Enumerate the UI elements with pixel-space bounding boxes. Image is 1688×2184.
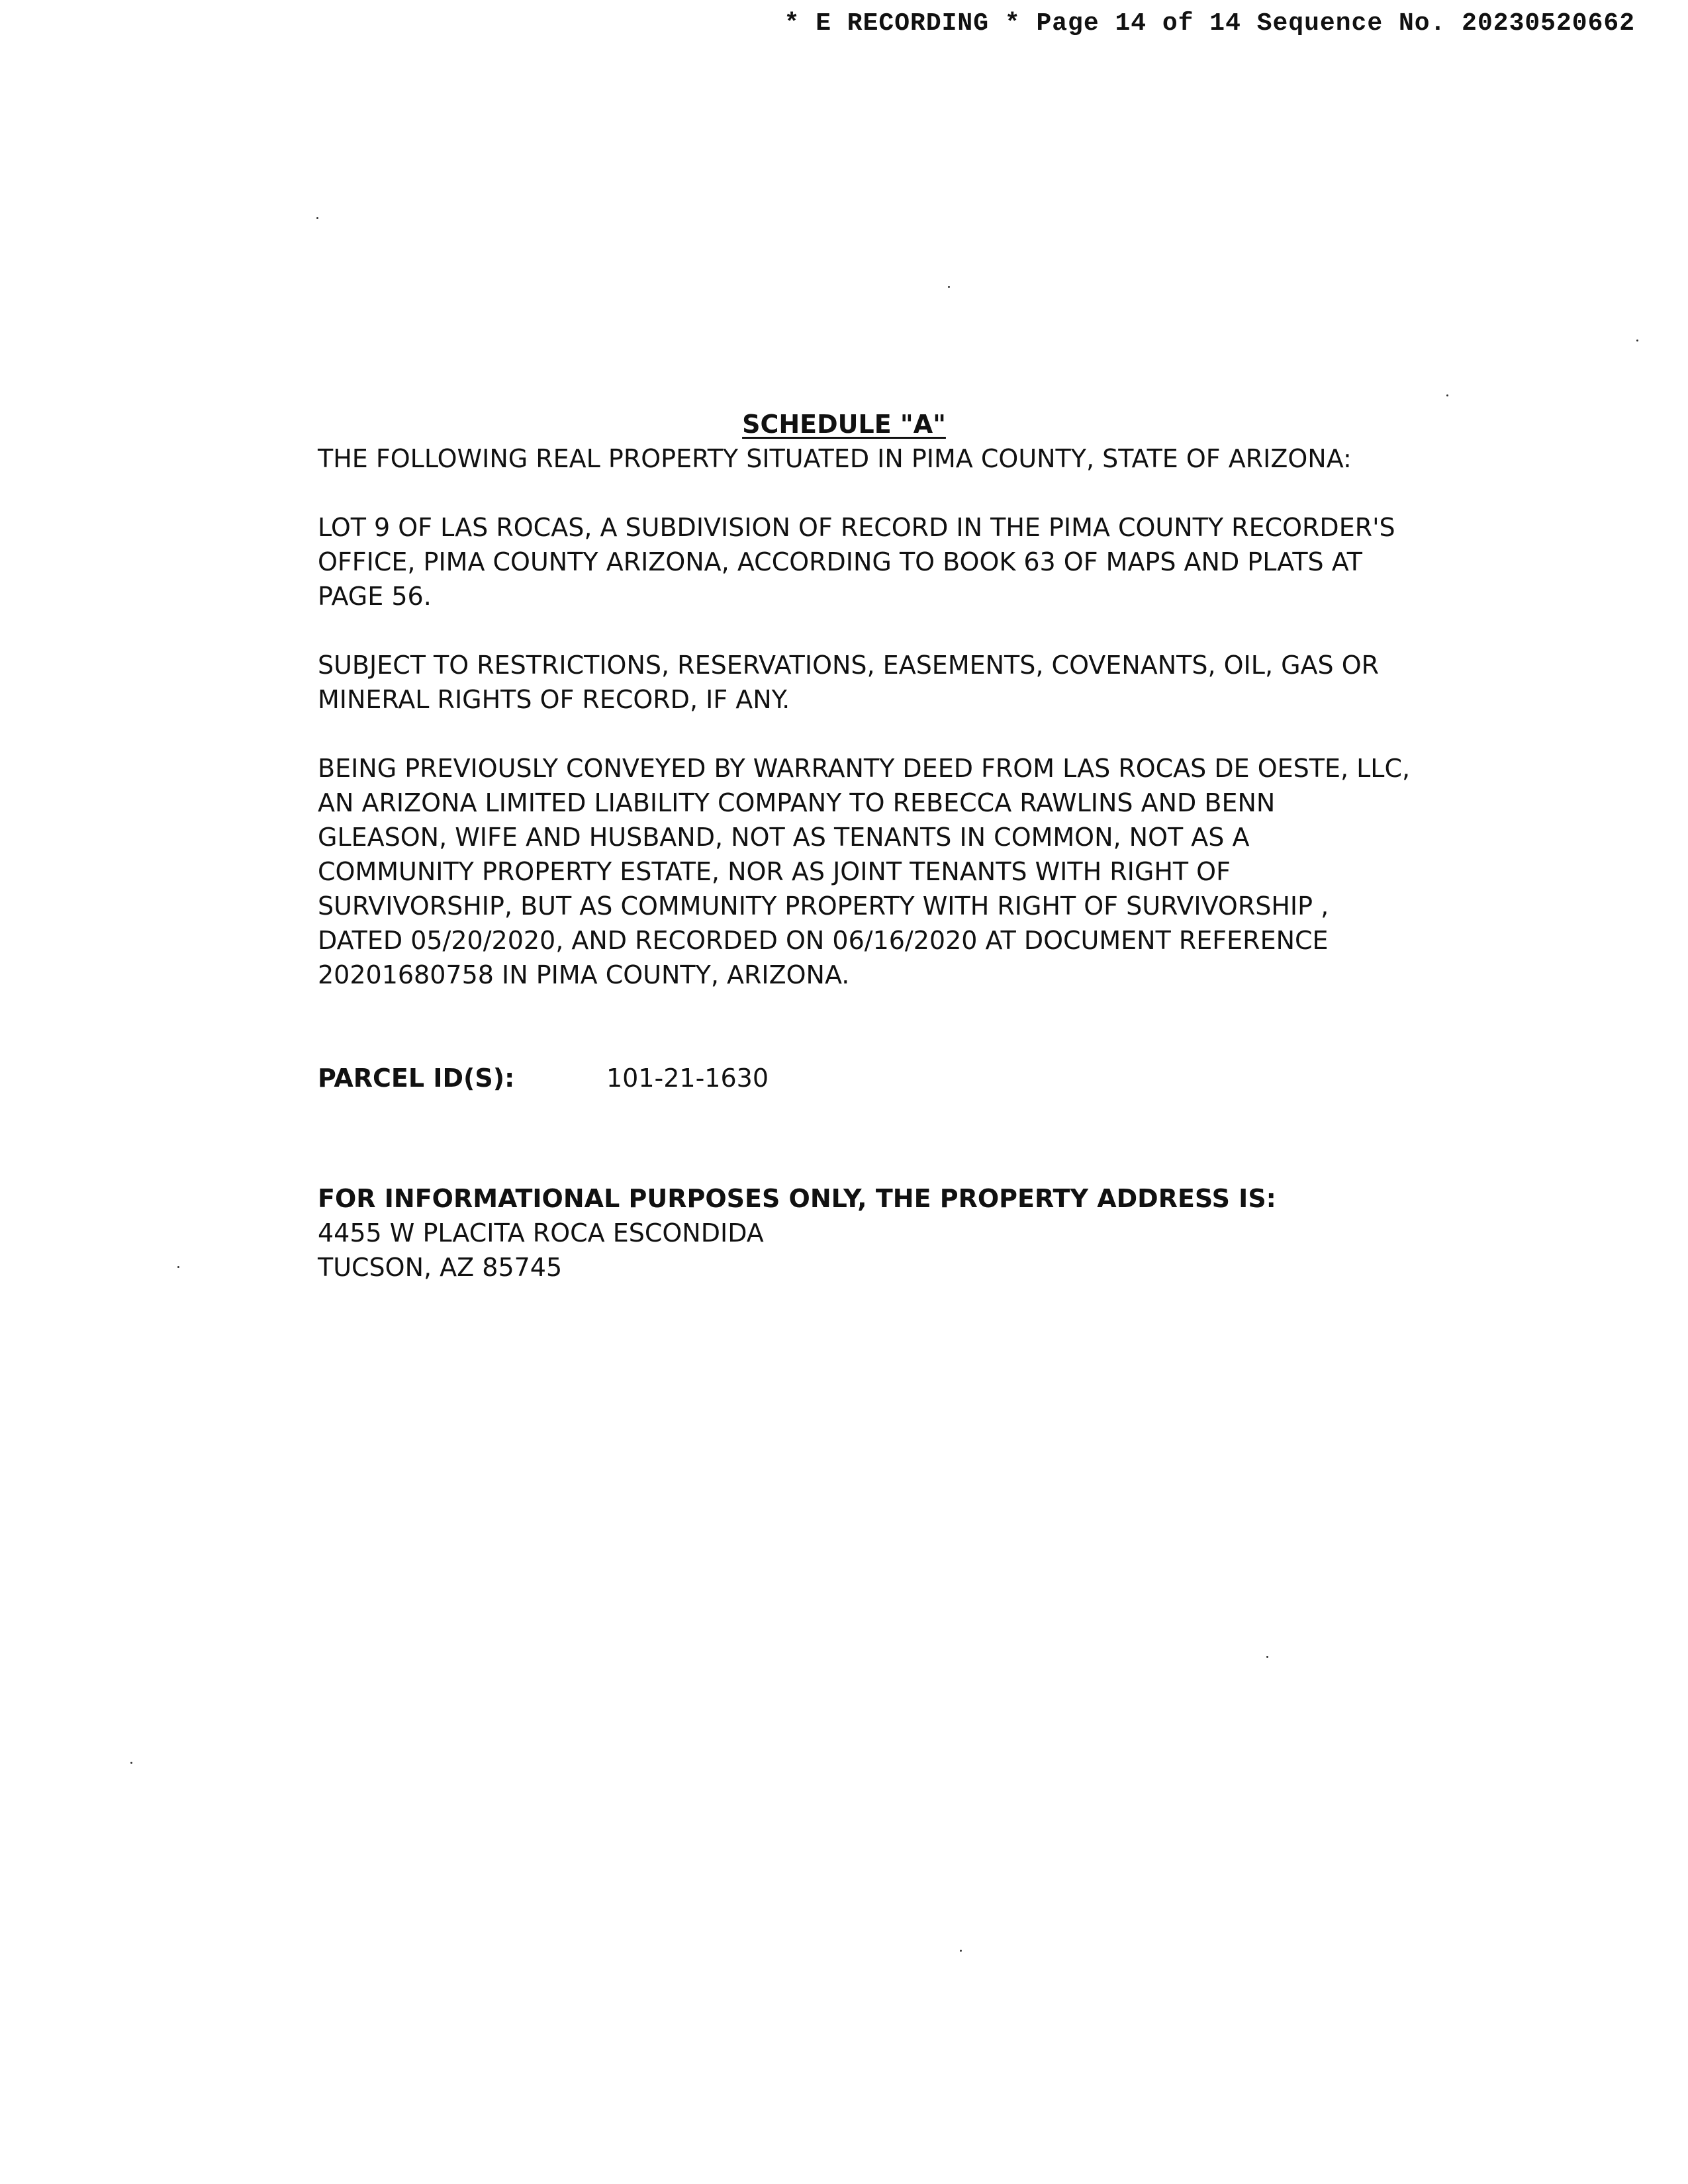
conveyance-line: COMMUNITY PROPERTY ESTATE, NOR AS JOINT TENANTS WITH RIGHT OF bbox=[318, 857, 1231, 886]
legal-description-line: PAGE 56. bbox=[318, 582, 432, 611]
scan-speck bbox=[948, 286, 950, 288]
conveyance-line: BEING PREVIOUSLY CONVEYED BY WARRANTY DEED FROM LAS ROCAS DE OESTE, LLC, bbox=[318, 754, 1411, 783]
parcel-id-value: 101-21-1630 bbox=[606, 1064, 769, 1093]
recording-stamp: * E RECORDING * Page 14 of 14 Sequence No. 20230520662 bbox=[784, 9, 1635, 38]
schedule-body bbox=[318, 407, 1411, 1285]
scan-speck bbox=[130, 1762, 132, 1764]
scan-speck bbox=[177, 1266, 179, 1268]
parcel-id-row bbox=[318, 1061, 1390, 1095]
property-address-line2: TUCSON, AZ 85745 bbox=[318, 1253, 563, 1282]
subject-to-line: MINERAL RIGHTS OF RECORD, IF ANY. bbox=[318, 685, 790, 714]
subject-to-clause bbox=[318, 648, 1390, 717]
schedule-title: SCHEDULE "A" bbox=[742, 410, 946, 439]
conveyance-line: GLEASON, WIFE AND HUSBAND, NOT AS TENANTS IN COMMON, NOT AS A bbox=[318, 823, 1250, 852]
parcel-id-label: PARCEL ID(S): bbox=[318, 1064, 515, 1093]
legal-description-line: LOT 9 OF LAS ROCAS, A SUBDIVISION OF RECORD IN THE PIMA COUNTY RECORDER'S bbox=[318, 513, 1395, 542]
conveyance-line: AN ARIZONA LIMITED LIABILITY COMPANY TO REBECCA RAWLINS AND BENN bbox=[318, 788, 1276, 817]
conveyance-line: DATED 05/20/2020, AND RECORDED ON 06/16/2020 AT DOCUMENT REFERENCE bbox=[318, 926, 1329, 955]
conveyance-line: 20201680758 IN PIMA COUNTY, ARIZONA. bbox=[318, 960, 850, 989]
property-address bbox=[318, 1181, 1390, 1285]
property-address-label: FOR INFORMATIONAL PURPOSES ONLY, THE PROPERTY ADDRESS IS: bbox=[318, 1184, 1276, 1213]
scan-speck bbox=[1636, 340, 1638, 341]
legal-description-line: OFFICE, PIMA COUNTY ARIZONA, ACCORDING TO BOOK 63 OF MAPS AND PLATS AT bbox=[318, 547, 1362, 576]
subject-to-line: SUBJECT TO RESTRICTIONS, RESERVATIONS, EASEMENTS, COVENANTS, OIL, GAS OR bbox=[318, 651, 1380, 680]
conveyance-line: SURVIVORSHIP, BUT AS COMMUNITY PROPERTY WITH RIGHT OF SURVIVORSHIP , bbox=[318, 891, 1329, 921]
intro-text: THE FOLLOWING REAL PROPERTY SITUATED IN PIMA COUNTY, STATE OF ARIZONA: bbox=[318, 444, 1352, 473]
scan-speck bbox=[1446, 394, 1448, 396]
conveyance-clause bbox=[318, 751, 1411, 992]
scan-speck bbox=[960, 1950, 962, 1952]
legal-description bbox=[318, 510, 1395, 614]
scan-speck bbox=[316, 217, 318, 219]
scan-speck bbox=[1266, 1656, 1268, 1658]
property-address-line1: 4455 W PLACITA ROCA ESCONDIDA bbox=[318, 1218, 764, 1248]
